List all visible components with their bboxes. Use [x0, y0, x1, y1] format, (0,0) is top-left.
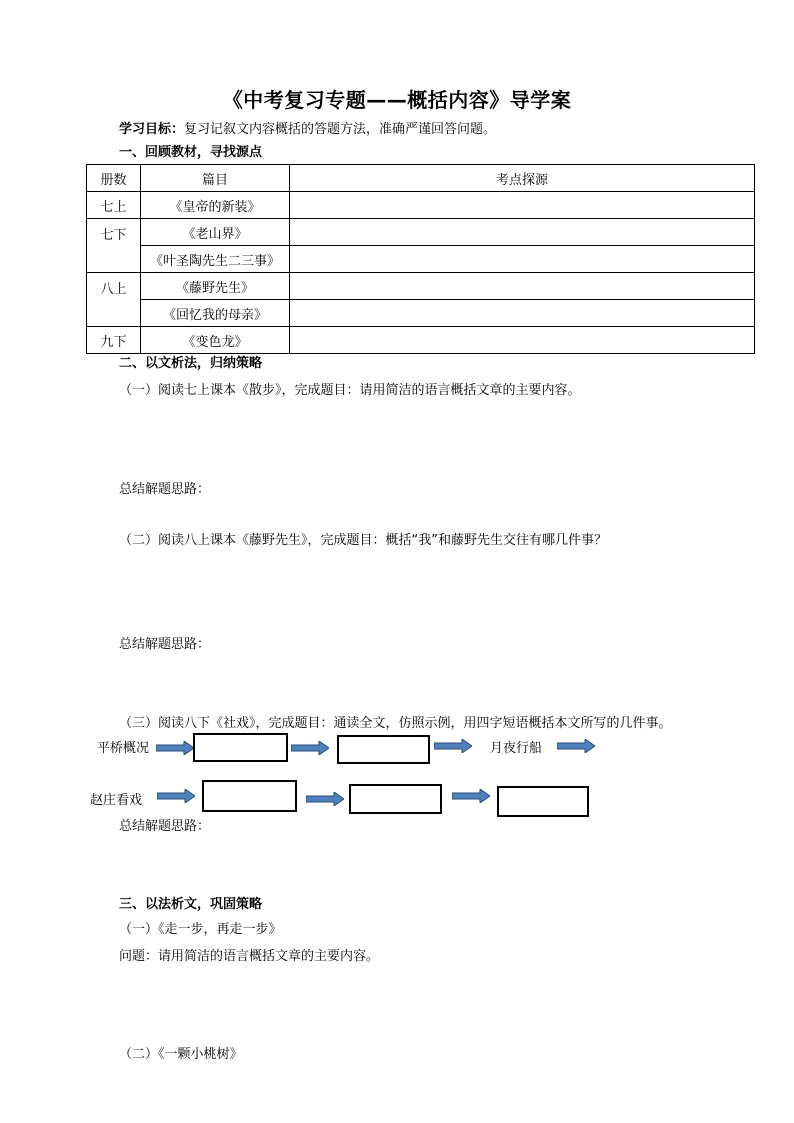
right-arrow-icon: [557, 739, 595, 753]
answer-box[interactable]: [497, 786, 589, 817]
summary-2: 总结解题思路：: [119, 637, 211, 652]
section3-passage-1: （一）《走一步，再走一步》: [119, 922, 282, 937]
right-arrow-icon: [306, 792, 344, 806]
answer-cell[interactable]: [290, 273, 755, 300]
answer-box[interactable]: [337, 735, 430, 764]
source-table: [86, 164, 755, 354]
answer-cell[interactable]: [290, 327, 755, 354]
title-cell: 《藤野先生》: [141, 273, 290, 300]
title-cell: 《回忆我的母亲》: [141, 300, 290, 327]
section1-heading: 一、回顾教材，寻找源点: [119, 145, 263, 160]
question-3: （三）阅读八下《社戏》，完成题目：通读全文，仿照示例，用四字短语概括本文所写的几件事。: [119, 716, 672, 731]
learning-goal-label: 学习目标：: [119, 122, 185, 137]
right-arrow-icon: [452, 789, 490, 803]
summary-3: 总结解题思路：: [119, 819, 211, 834]
learning-goal: [119, 122, 496, 138]
grade-cell: 八上: [87, 273, 141, 327]
table-row: [87, 246, 755, 273]
table-header-cell: 篇目: [141, 165, 290, 192]
answer-cell[interactable]: [290, 219, 755, 246]
question-2: （二）阅读八上课本《藤野先生》，完成题目：概括“我”和藤野先生交往有哪几件事？: [119, 533, 607, 548]
table-header-row: [87, 165, 755, 192]
flow-mid-1: 月夜行船: [490, 741, 543, 756]
answer-cell[interactable]: [290, 246, 755, 273]
flow-start-1: 平桥概况: [97, 741, 150, 756]
title-cell: 《变色龙》: [141, 327, 290, 354]
table-row: [87, 300, 755, 327]
grade-cell: 九下: [87, 327, 141, 354]
table-header-cell: 考点探源: [290, 165, 755, 192]
title-cell: 《皇帝的新装》: [141, 192, 290, 219]
section3-question: 问题：请用简洁的语言概括文章的主要内容。: [119, 949, 380, 964]
section3-passage-2: （二）《一颗小桃树》: [119, 1047, 243, 1062]
grade-cell: 七上: [87, 192, 141, 219]
grade-cell: 七下: [87, 219, 141, 273]
question-1: （一）阅读七上课本《散步》，完成题目：请用简洁的语言概括文章的主要内容。: [119, 383, 581, 398]
title-cell: 《叶圣陶先生二三事》: [141, 246, 290, 273]
flow-start-2: 赵庄看戏: [90, 793, 143, 808]
answer-box[interactable]: [193, 733, 288, 762]
right-arrow-icon: [156, 741, 194, 755]
table-row: [87, 273, 755, 300]
title-cell: 《老山界》: [141, 219, 290, 246]
table-row: [87, 192, 755, 219]
right-arrow-icon: [291, 741, 329, 755]
answer-box[interactable]: [349, 784, 442, 814]
right-arrow-icon: [157, 789, 195, 803]
section3-heading: 三、以法析文，巩固策略: [119, 897, 263, 912]
table-header-cell: 册数: [87, 165, 141, 192]
section2-heading: 二、以文析法，归纳策略: [119, 356, 263, 371]
table-row: [87, 219, 755, 246]
page-title: 《中考复习专题——概括内容》导学案: [222, 88, 572, 112]
answer-box[interactable]: [202, 780, 297, 812]
learning-goal-text: 复习记叙文内容概括的答题方法，准确严谨回答问题。: [184, 122, 497, 137]
right-arrow-icon: [434, 739, 472, 753]
answer-cell[interactable]: [290, 300, 755, 327]
answer-cell[interactable]: [290, 192, 755, 219]
table-row: [87, 327, 755, 354]
summary-1: 总结解题思路：: [119, 482, 211, 497]
